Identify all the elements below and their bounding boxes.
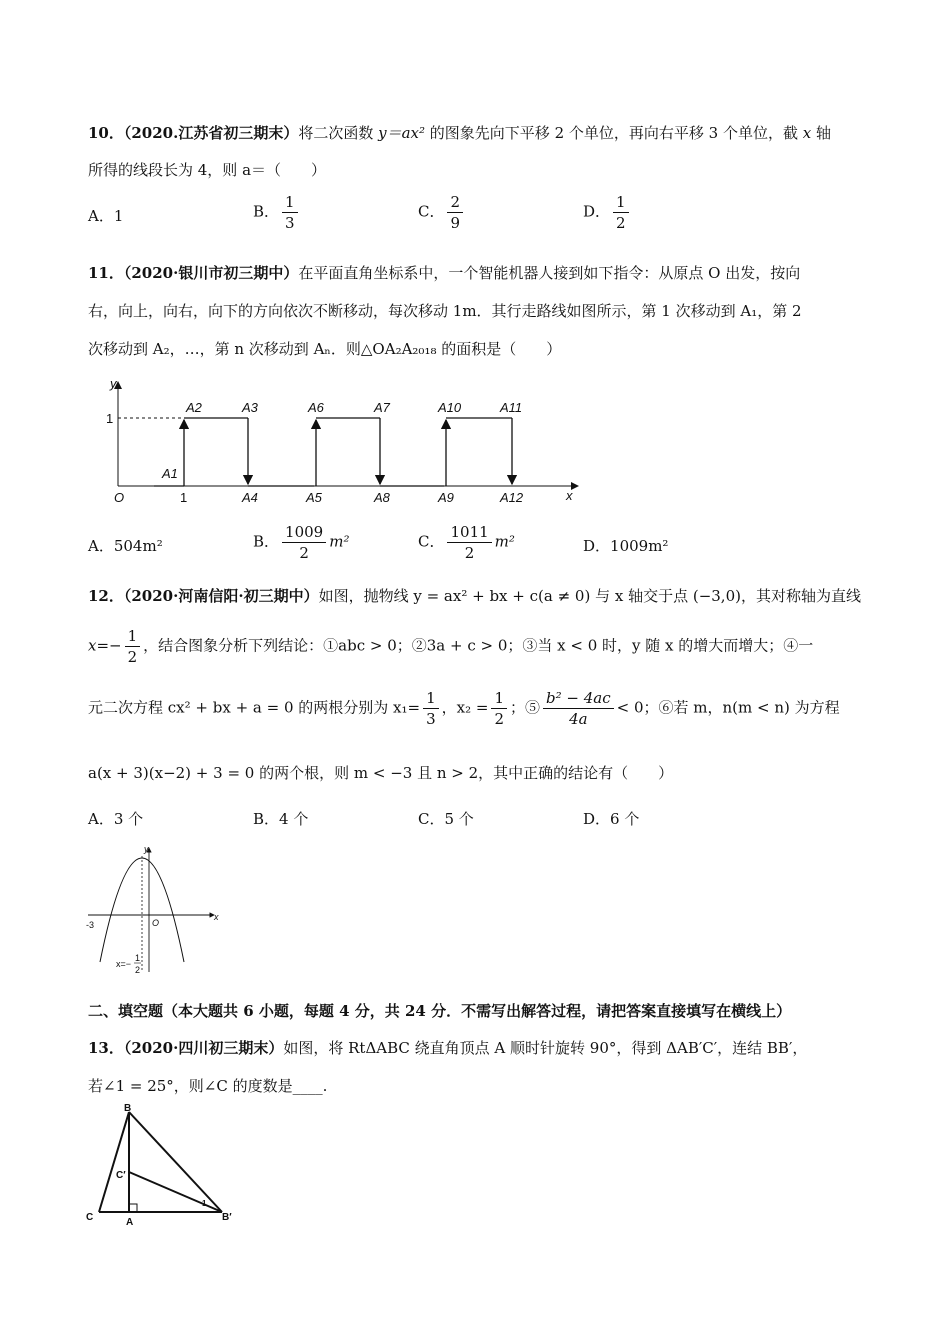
fraction: [491, 688, 507, 729]
y-label: y: [110, 376, 117, 391]
q10-text-c: 轴: [811, 124, 831, 142]
q10-source: （2020.江苏省初三期末）: [123, 124, 299, 142]
section-2-heading: 二、填空题（本大题共 6 小题，每题 4 分，共 24 分．不需写出解答过程，请把答案直接填写在横线上）: [88, 1002, 792, 1020]
q12-line3: [88, 688, 840, 729]
label-B-prime: B′: [222, 1212, 232, 1223]
side-C-prime-B-prime: [129, 1172, 222, 1212]
option-label: C．: [418, 202, 445, 221]
q10-option-b[interactable]: [253, 192, 301, 233]
q12-number: 12．: [88, 587, 124, 605]
q11-number: 11．: [88, 264, 124, 282]
label-B: B: [124, 1104, 132, 1114]
q11-path-figure: [100, 374, 590, 506]
q10-text-b: 的图象先向下平移 2 个单位，再向右平移 3 个单位，截: [425, 124, 803, 142]
option-text: 3 个: [113, 810, 144, 828]
option-text: 5 个: [444, 810, 474, 828]
q11-option-c[interactable]: [418, 522, 515, 563]
q11-line3: 次移动到 A₂，…，第 n 次移动到 Aₙ．则△OA₂A₂₀₁₈ 的面积是（ ）: [88, 340, 562, 358]
q12-text-3b: ，x₂ =: [441, 698, 489, 717]
q12-line2: [88, 626, 813, 667]
q12-line1: [88, 585, 861, 607]
y-tick-1: 1: [106, 411, 114, 426]
q13-source: （2020·四川初三期末）: [123, 1039, 284, 1057]
label-A5: A5: [306, 490, 322, 505]
q10-x: x: [802, 124, 812, 142]
label-C-prime: C′: [116, 1170, 126, 1181]
denominator: 3: [285, 214, 295, 232]
label-A6: A6: [308, 400, 324, 415]
origin-label: O: [152, 918, 160, 928]
label-A1: A1: [162, 466, 178, 481]
q10-option-c[interactable]: [418, 192, 466, 233]
option-label: A．: [88, 537, 114, 555]
label-A: A: [126, 1217, 134, 1228]
q12-option-b[interactable]: [253, 808, 308, 830]
q10-option-d[interactable]: [583, 192, 632, 233]
q10-line1: [88, 122, 831, 144]
denominator: 9: [450, 214, 461, 232]
option-text: 504m²: [113, 537, 163, 555]
q12-text-3a: 元二次方程 cx² + bx + a = 0 的两根分别为 x₁=: [88, 698, 421, 717]
q12-source: （2020·河南信阳·初三期中）: [123, 587, 319, 605]
option-label: B．: [253, 202, 280, 221]
q12-text-3c: ；⑤: [510, 698, 541, 717]
fraction: [125, 626, 141, 667]
numerator: 1011: [447, 522, 491, 543]
label-A9: A9: [438, 490, 454, 505]
axis-eq-label: x=−: [116, 959, 132, 969]
half-num: 1: [135, 953, 141, 963]
q13-text-1: 如图，将 RtΔABC 绕直角顶点 A 顺时针旋转 90°，得到 ΔAB′C′，连结 BB′，: [283, 1039, 808, 1057]
numerator: 1: [125, 626, 141, 647]
denominator: 3: [426, 710, 436, 728]
q11-option-a[interactable]: [88, 535, 163, 557]
numerator: 1: [282, 192, 298, 213]
fraction: [423, 688, 439, 729]
label-angle-1: 1: [202, 1199, 207, 1208]
denominator: 2: [616, 214, 626, 232]
option-label: A．: [88, 207, 114, 225]
q11-option-d[interactable]: [583, 535, 668, 557]
fraction: [282, 192, 298, 233]
option-label: D．: [583, 202, 611, 221]
q12-text-3d: < 0；⑥若 m，n(m < n) 为方程: [616, 698, 840, 717]
q13-line1: [88, 1037, 807, 1059]
label-C: C: [86, 1212, 94, 1223]
half-den: 2: [135, 965, 141, 975]
numerator: 1: [491, 688, 507, 709]
fraction: [282, 522, 326, 563]
label-A2: A2: [186, 400, 202, 415]
q12-option-d[interactable]: [583, 808, 639, 830]
label-A11: A11: [500, 400, 523, 415]
q11-source: （2020·银川市初三期中）: [123, 264, 299, 282]
q13-line2: 若∠1 = 25°，则∠C 的度数是____.: [88, 1077, 328, 1095]
x-label: x: [566, 488, 573, 503]
q10-option-a[interactable]: [88, 205, 123, 227]
option-text: 6 个: [610, 810, 640, 828]
label-A10: A10: [438, 400, 462, 415]
q10-text-a: 将二次函数: [298, 124, 379, 142]
denominator: 2: [494, 710, 504, 728]
q13-number: 13．: [88, 1039, 124, 1057]
q12-parabola-figure: [84, 842, 224, 978]
y-label: y: [144, 844, 149, 854]
neg3-label: -3: [86, 920, 95, 930]
option-label: B．: [253, 810, 280, 828]
unit: m²: [329, 532, 350, 551]
x-tick-1: 1: [180, 490, 188, 505]
option-label: A．: [88, 810, 114, 828]
fraction: [543, 688, 614, 729]
denominator: 4a: [569, 710, 588, 728]
q11-text-1: 在平面直角坐标系中，一个智能机器人接到如下指令：从原点 O 出发，按向: [298, 264, 801, 282]
q12-text-2: ，结合图象分析下列结论：①abc > 0；②3a + c > 0；③当 x < 0 时，y 随 x 的增大而增大；④一: [143, 636, 814, 655]
q11-line1: [88, 262, 800, 284]
q12-text-1: 如图，抛物线 y = ax² + bx + c(a ≠ 0) 与 x 轴交于点 (−3,0)，其对称轴为直线: [318, 587, 861, 605]
denominator: 2: [299, 544, 309, 562]
q13-triangle-figure: [82, 1104, 242, 1228]
label-A3: A3: [242, 400, 258, 415]
denominator: 2: [127, 648, 138, 666]
fraction: [447, 522, 491, 563]
q10-func: y＝ax²: [378, 124, 426, 142]
right-angle-mark: [129, 1204, 137, 1212]
label-A8: A8: [374, 490, 390, 505]
numerator: 1009: [282, 522, 326, 543]
side-BB-prime: [129, 1112, 222, 1212]
label-A12: A12: [500, 490, 524, 505]
option-text: 4 个: [279, 810, 309, 828]
q10-number: 10．: [88, 124, 124, 142]
numerator: b² − 4ac: [543, 688, 614, 709]
q12-option-c[interactable]: [418, 808, 474, 830]
label-A7: A7: [374, 400, 390, 415]
x-label: x: [214, 912, 219, 922]
q11-option-b[interactable]: [253, 522, 349, 563]
unit: m²: [494, 532, 515, 551]
fraction: [613, 192, 629, 233]
option-label: B．: [253, 532, 280, 551]
option-label: C．: [418, 810, 445, 828]
q12-axis-eq: x=−: [88, 636, 122, 655]
q10-line2: 所得的线段长为 4，则 a＝（ ）: [88, 161, 327, 179]
fraction: [447, 192, 463, 233]
side-BC: [99, 1112, 129, 1212]
numerator: 1: [423, 688, 439, 709]
option-text: 1009m²: [610, 537, 669, 555]
origin-label: O: [114, 490, 125, 505]
q11-line2: 右，向上，向右，向下的方向依次不断移动，每次移动 1m．其行走路线如图所示，第 1 次移动到 A₁，第 2: [88, 302, 802, 320]
option-label: D．: [583, 537, 611, 555]
numerator: 2: [447, 192, 463, 213]
option-label: C．: [418, 532, 445, 551]
q12-option-a[interactable]: [88, 808, 143, 830]
option-label: D．: [583, 810, 611, 828]
option-text: 1: [113, 207, 124, 225]
label-A4: A4: [242, 490, 258, 505]
denominator: 2: [464, 544, 475, 562]
q12-line4: a(x + 3)(x−2) + 3 = 0 的两个根，则 m < −3 且 n > 2，其中正确的结论有（ ）: [88, 764, 674, 782]
numerator: 1: [613, 192, 629, 213]
